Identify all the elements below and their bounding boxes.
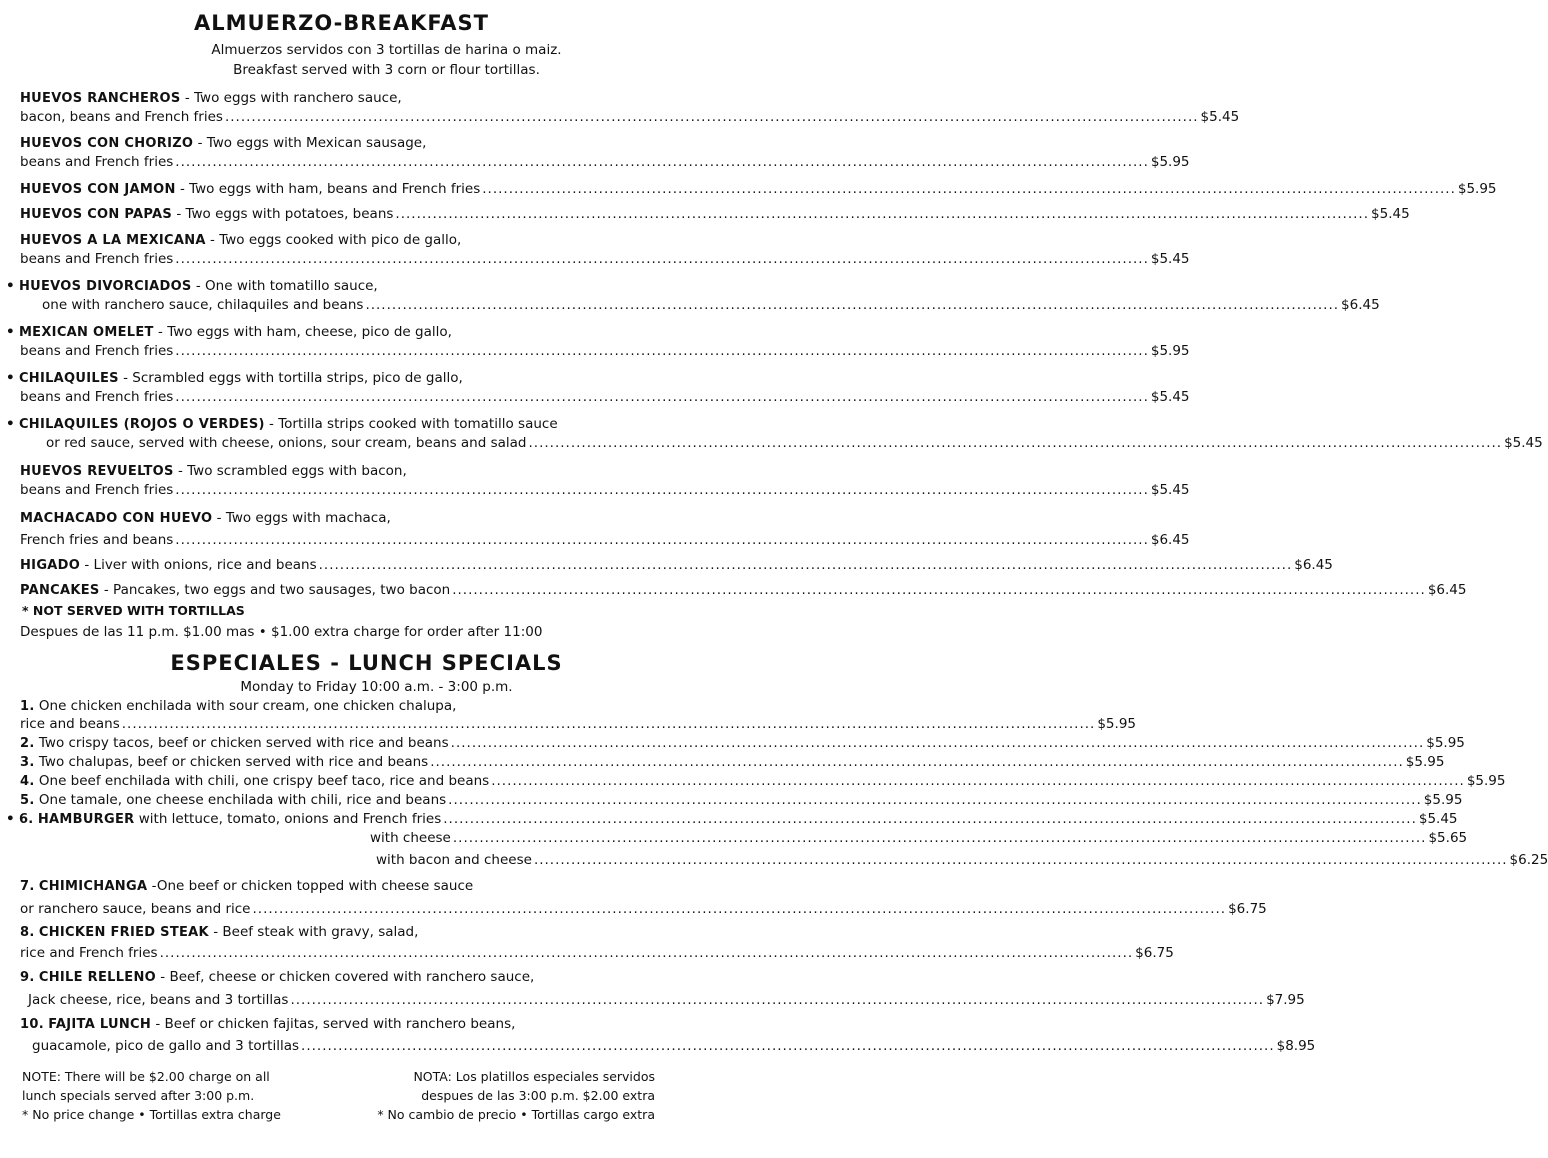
breakfast-subtitle-en: Breakfast served with 3 corn or flour tortillas.: [233, 62, 540, 78]
item-name: HUEVOS CON JAMON: [20, 182, 176, 197]
special-item: [20, 791, 1463, 810]
item-desc: - Pancakes, two eggs and two sausages, two bacon: [99, 582, 451, 598]
item-price: $8.95: [1276, 1038, 1316, 1054]
item-number: 6.: [18, 812, 34, 827]
item-name: HUEVOS RANCHEROS: [20, 91, 181, 106]
specials-title: ESPECIALES - LUNCH SPECIALS: [170, 651, 563, 675]
item-name: PANCAKES: [20, 583, 100, 598]
item-desc: beans and French fries: [20, 482, 174, 498]
item-desc: one with ranchero sauce, chilaquiles and beans: [42, 297, 364, 313]
item-name: HUEVOS A LA MEXICANA: [20, 233, 206, 248]
item-price: $5.45: [1371, 206, 1410, 222]
breakfast-item-price-line: [20, 481, 1190, 500]
special-item-price-line: [20, 715, 1136, 734]
bullet-icon: •: [6, 370, 15, 386]
breakfast-item: [6, 277, 646, 296]
after-hours-note: Despues de las 11 p.m. $1.00 mas • $1.00 extra charge for order after 11:00: [20, 624, 543, 640]
item-price: $6.75: [1228, 901, 1267, 917]
item-number: 2.: [20, 736, 35, 751]
specials-hours: Monday to Friday 10:00 a.m. - 3:00 p.m.: [240, 679, 513, 695]
item-desc: - Scrambled eggs with tortilla strips, pico de gallo,: [118, 370, 463, 386]
item-price: $5.45: [1504, 435, 1543, 451]
special-item: [20, 753, 1445, 772]
item-number: 9.: [20, 970, 35, 985]
breakfast-item: [20, 231, 660, 250]
option-label: with cheese: [370, 830, 451, 846]
item-name: CHILAQUILES (ROJOS O VERDES): [18, 417, 265, 432]
item-desc: beans and French fries: [20, 251, 174, 267]
item-price: $5.95: [1423, 792, 1463, 808]
breakfast-item-price-line: [20, 108, 1240, 127]
item-name: FAJITA LUNCH: [48, 1017, 152, 1032]
item-name: CHILE RELLENO: [38, 970, 157, 985]
item-price: $5.95: [1457, 181, 1497, 197]
item-desc: - Beef or chicken fajitas, served with ranchero beans,: [151, 1016, 516, 1032]
item-desc: bacon, beans and French fries: [20, 109, 223, 125]
item-price: $5.45: [1150, 389, 1190, 405]
item-desc: - Two eggs with ham, beans and French fries: [175, 181, 481, 197]
item-desc: - Two eggs with ham, cheese, pico de gallo,: [153, 324, 452, 340]
breakfast-item: [20, 462, 660, 481]
special-item: [20, 697, 660, 716]
breakfast-item: [6, 369, 646, 388]
item-name: MEXICAN OMELET: [18, 325, 154, 340]
item-number: 4.: [20, 774, 35, 789]
item-desc: One chicken enchilada with sour cream, one chicken chalupa,: [34, 698, 457, 714]
item-price: $5.95: [1097, 716, 1136, 732]
breakfast-item: [6, 323, 646, 342]
item-name: HUEVOS DIVORCIADOS: [18, 279, 192, 294]
item-desc: - Two eggs with potatoes, beans: [172, 206, 394, 222]
item-desc: French fries and beans: [20, 532, 174, 548]
breakfast-item-price-line: [20, 388, 1190, 407]
item-price: $6.45: [1294, 557, 1333, 573]
special-item-price-line: [32, 1037, 1316, 1056]
item-desc: rice and beans: [20, 716, 120, 732]
breakfast-item: [20, 509, 660, 528]
item-name: CHIMICHANGA: [38, 879, 148, 894]
item-desc: or ranchero sauce, beans and rice: [20, 901, 251, 917]
item-number: 10.: [20, 1017, 44, 1032]
special-option: [370, 829, 1468, 848]
item-number: 1.: [20, 699, 35, 714]
item-name: MACHACADO CON HUEVO: [20, 511, 213, 526]
item-desc: - Tortilla strips cooked with tomatillo sauce: [264, 416, 558, 432]
special-item: [20, 877, 660, 896]
item-price: $5.45: [1150, 482, 1190, 498]
bullet-icon: •: [6, 324, 15, 340]
item-name: HUEVOS REVUELTOS: [20, 464, 174, 479]
item-number: 7.: [20, 879, 35, 894]
breakfast-item: [6, 415, 646, 434]
item-price: $6.45: [1341, 297, 1380, 313]
item-name: CHICKEN FRIED STEAK: [38, 925, 209, 940]
item-name: HIGADO: [20, 558, 81, 573]
item-price: $5.95: [1150, 154, 1190, 170]
item-desc: Two chalupas, beef or chicken served with rice and beans: [34, 754, 429, 770]
item-desc: - Two eggs with ranchero sauce,: [180, 90, 402, 106]
special-item: [20, 968, 660, 987]
item-desc: - Two scrambled eggs with bacon,: [173, 463, 407, 479]
item-desc: Jack cheese, rice, beans and 3 tortillas: [28, 992, 289, 1008]
not-served-note: * NOT SERVED WITH TORTILLAS: [22, 603, 245, 618]
option-price: $6.25: [1509, 852, 1548, 868]
item-desc: rice and French fries: [20, 945, 158, 961]
item-name: HUEVOS CON PAPAS: [20, 207, 173, 222]
item-price: $6.75: [1135, 945, 1174, 961]
breakfast-item: [20, 581, 1467, 600]
item-price: $5.95: [1466, 773, 1506, 789]
item-price: $5.45: [1200, 109, 1240, 125]
option-price: $5.65: [1428, 830, 1468, 846]
item-price: $5.95: [1426, 735, 1465, 751]
breakfast-item-price-line: [42, 296, 1380, 315]
breakfast-item-price-line: [20, 250, 1190, 269]
item-desc: beans and French fries: [20, 389, 174, 405]
item-desc: - Two eggs with machaca,: [212, 510, 391, 526]
item-price: $5.95: [1405, 754, 1445, 770]
item-desc: or red sauce, served with cheese, onions, sour cream, beans and salad: [46, 435, 527, 451]
item-desc: One beef enchilada with chili, one crispy beef taco, rice and beans: [34, 773, 490, 789]
option-label: with bacon and cheese: [376, 852, 532, 868]
breakfast-title: ALMUERZO-BREAKFAST: [194, 11, 489, 35]
breakfast-item: [20, 134, 660, 153]
item-number: 5.: [20, 793, 35, 808]
item-price: $7.95: [1266, 992, 1305, 1008]
item-number: 3.: [20, 755, 35, 770]
note-es-line3: * No cambio de precio • Tortillas cargo extra: [377, 1107, 655, 1122]
special-option: [376, 851, 1548, 870]
breakfast-item-price-line: [20, 531, 1190, 550]
special-item-price-line: [20, 944, 1174, 963]
item-desc: -One beef or chicken topped with cheese sauce: [147, 878, 474, 894]
item-desc: with lettuce, tomato, onions and French fries: [134, 811, 442, 827]
item-desc: guacamole, pico de gallo and 3 tortillas: [32, 1038, 300, 1054]
item-number: 8.: [20, 925, 35, 940]
note-es-line1: NOTA: Los platillos especiales servidos: [413, 1069, 655, 1084]
breakfast-item: [20, 89, 660, 108]
note-en-line2: lunch specials served after 3:00 p.m.: [22, 1088, 255, 1103]
breakfast-item: [20, 556, 1333, 575]
item-name: HAMBURGER: [37, 812, 135, 827]
item-desc: - Two eggs with Mexican sausage,: [193, 135, 427, 151]
item-desc: - Two eggs cooked with pico de gallo,: [205, 232, 462, 248]
item-name: HUEVOS CON CHORIZO: [20, 136, 194, 151]
special-item-price-line: [28, 991, 1305, 1010]
bullet-icon: •: [6, 278, 15, 294]
note-es-line2: despues de las 3:00 p.m. $2.00 extra: [421, 1088, 655, 1103]
special-item: [20, 1015, 660, 1034]
item-desc: Two crispy tacos, beef or chicken served with rice and beans: [34, 735, 449, 751]
item-price: $6.45: [1427, 582, 1467, 598]
item-price: $5.45: [1418, 811, 1458, 827]
breakfast-item-price-line: [20, 342, 1190, 361]
special-item: [20, 734, 1465, 753]
note-en-line3: * No price change • Tortillas extra charge: [22, 1107, 281, 1122]
breakfast-item-price-line: [46, 434, 1543, 453]
item-desc: - Beef, cheese or chicken covered with ranchero sauce,: [156, 969, 535, 985]
item-name: CHILAQUILES: [18, 371, 119, 386]
special-item: [20, 923, 660, 942]
item-price: $5.45: [1150, 251, 1190, 267]
note-en-line1: NOTE: There will be $2.00 charge on all: [22, 1069, 270, 1084]
special-item-price-line: [20, 900, 1267, 919]
item-desc: One tamale, one cheese enchilada with chili, rice and beans: [34, 792, 447, 808]
breakfast-item-price-line: [20, 153, 1190, 172]
item-desc: beans and French fries: [20, 343, 174, 359]
breakfast-item: [20, 180, 1497, 199]
item-desc: beans and French fries: [20, 154, 174, 170]
special-item: [6, 810, 1458, 829]
item-price: $5.95: [1150, 343, 1190, 359]
item-desc: - Beef steak with gravy, salad,: [208, 924, 419, 940]
item-price: $6.45: [1150, 532, 1190, 548]
special-item: [20, 772, 1506, 791]
breakfast-item: [20, 205, 1410, 224]
item-desc: - One with tomatillo sauce,: [191, 278, 378, 294]
item-desc: - Liver with onions, rice and beans: [80, 557, 317, 573]
breakfast-subtitle-es: Almuerzos servidos con 3 tortillas de harina o maiz.: [211, 42, 562, 58]
bullet-icon: •: [6, 416, 15, 432]
bullet-icon: •: [6, 811, 15, 827]
